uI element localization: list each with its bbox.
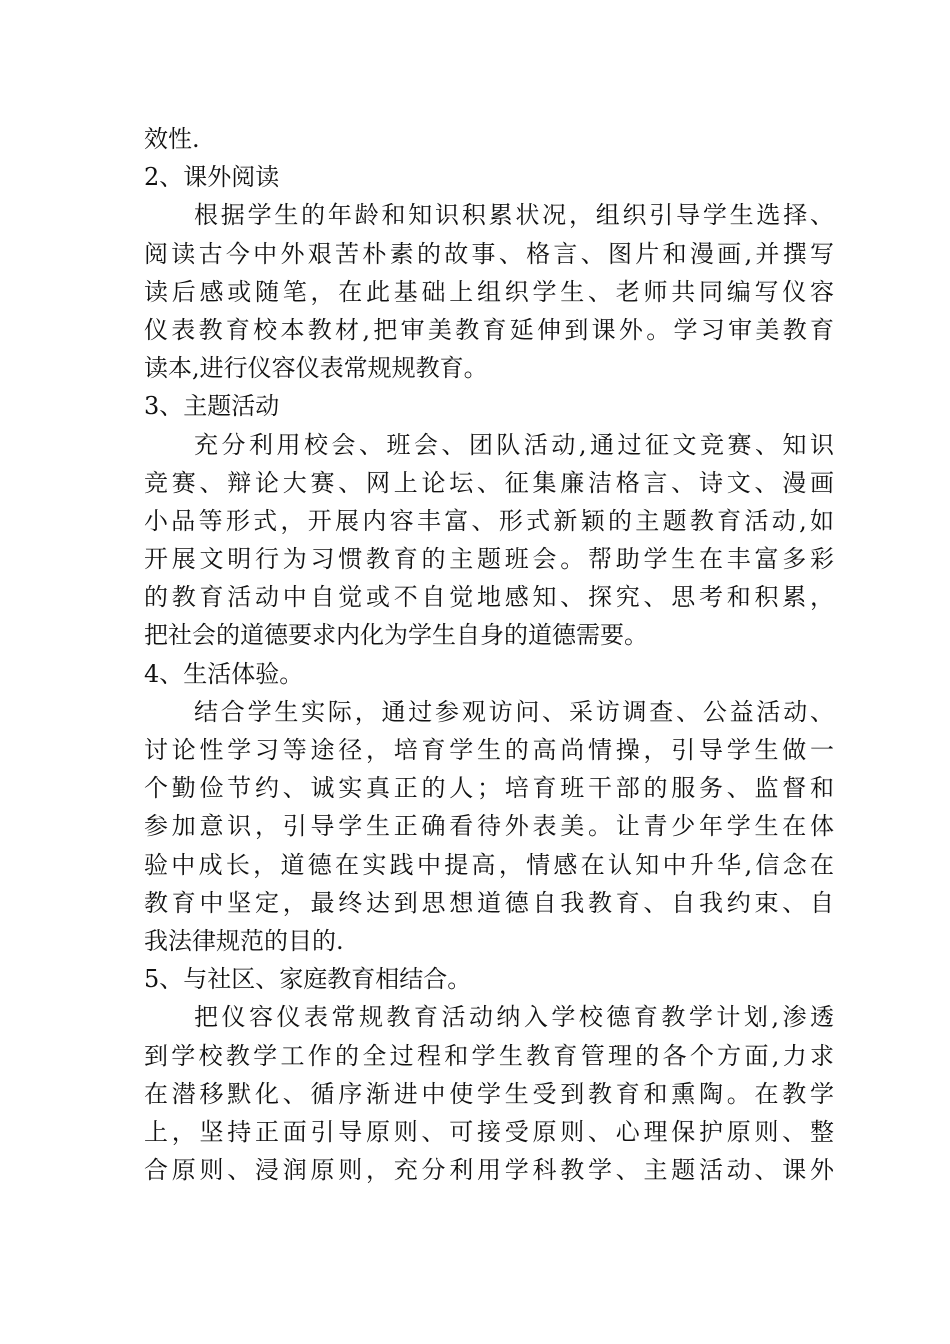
paragraph-line: 结合学生实际，通过参观访问、采访调查、公益活动、 (194, 697, 834, 726)
continuation-line: 效性. (144, 125, 200, 153)
paragraph-line: 我法律规范的目的. (144, 926, 344, 955)
paragraph-line: 仪表教育校本教材,把审美教育延伸到课外。学习审美教育 (144, 315, 834, 344)
paragraph-line: 把仪容仪表常规教育活动纳入学校德育教学计划,渗透 (194, 1003, 834, 1032)
paragraph-line: 开展文明行为习惯教育的主题班会。帮助学生在丰富多彩 (144, 545, 834, 574)
paragraph-line: 参加意识，引导学生正确看待外表美。让青少年学生在体 (144, 812, 834, 841)
paragraph-line: 验中成长，道德在实践中提高，情感在认知中升华,信念在 (144, 850, 834, 879)
paragraph-community-family (144, 998, 834, 1189)
section-heading-theme-activities: 3、主题活动 (144, 392, 280, 421)
paragraph-line: 的教育活动中自觉或不自觉地感知、探究、思考和积累， (144, 583, 834, 612)
paragraph-line: 教育中坚定，最终达到思想道德自我教育、自我约束、自 (144, 888, 834, 917)
paragraph-line: 竞赛、辩论大赛、网上论坛、征集廉洁格言、诗文、漫画 (144, 468, 834, 497)
paragraph-line: 把社会的道德要求内化为学生自身的道德需要。 (144, 621, 648, 650)
paragraph-line: 阅读古今中外艰苦朴素的故事、格言、图片和漫画,并撰写 (144, 239, 834, 268)
paragraph-line: 小品等形式，开展内容丰富、形式新颖的主题教育活动,如 (144, 506, 834, 535)
document-page (144, 120, 834, 1189)
paragraph-line: 读本,进行仪容仪表常规规教育。 (144, 354, 488, 383)
paragraph-line: 读后感或随笔，在此基础上组织学生、老师共同编写仪容 (144, 277, 834, 306)
paragraph-line: 讨论性学习等途径，培育学生的高尚情操，引导学生做一 (144, 736, 834, 764)
paragraph-line: 在潜移默化、循序渐进中使学生受到教育和熏陶。在教学 (144, 1079, 834, 1108)
section-heading-community-family: 5、与社区、家庭教育相结合。 (144, 965, 472, 994)
paragraph-line: 充分利用校会、班会、团队活动,通过征文竞赛、知识 (194, 430, 834, 459)
section-heading-extracurricular-reading: 2、课外阅读 (144, 163, 280, 192)
paragraph-line: 上，坚持正面引导原则、可接受原则、心理保护原则、整 (144, 1117, 834, 1146)
paragraph-line: 合原则、浸润原则，充分利用学科教学、主题活动、课外 (144, 1156, 834, 1185)
paragraph-line: 个勤俭节约、诚实真正的人；培育班干部的服务、监督和 (144, 774, 834, 803)
paragraph-extracurricular-reading (144, 196, 834, 387)
paragraph-life-experience (144, 693, 834, 960)
paragraph-theme-activities (144, 426, 834, 655)
section-heading-life-experience: 4、生活体验。 (144, 659, 304, 688)
paragraph-line: 到学校教学工作的全过程和学生教育管理的各个方面,力求 (144, 1041, 834, 1070)
paragraph-line: 根据学生的年龄和知识积累状况，组织引导学生选择、 (194, 201, 834, 230)
